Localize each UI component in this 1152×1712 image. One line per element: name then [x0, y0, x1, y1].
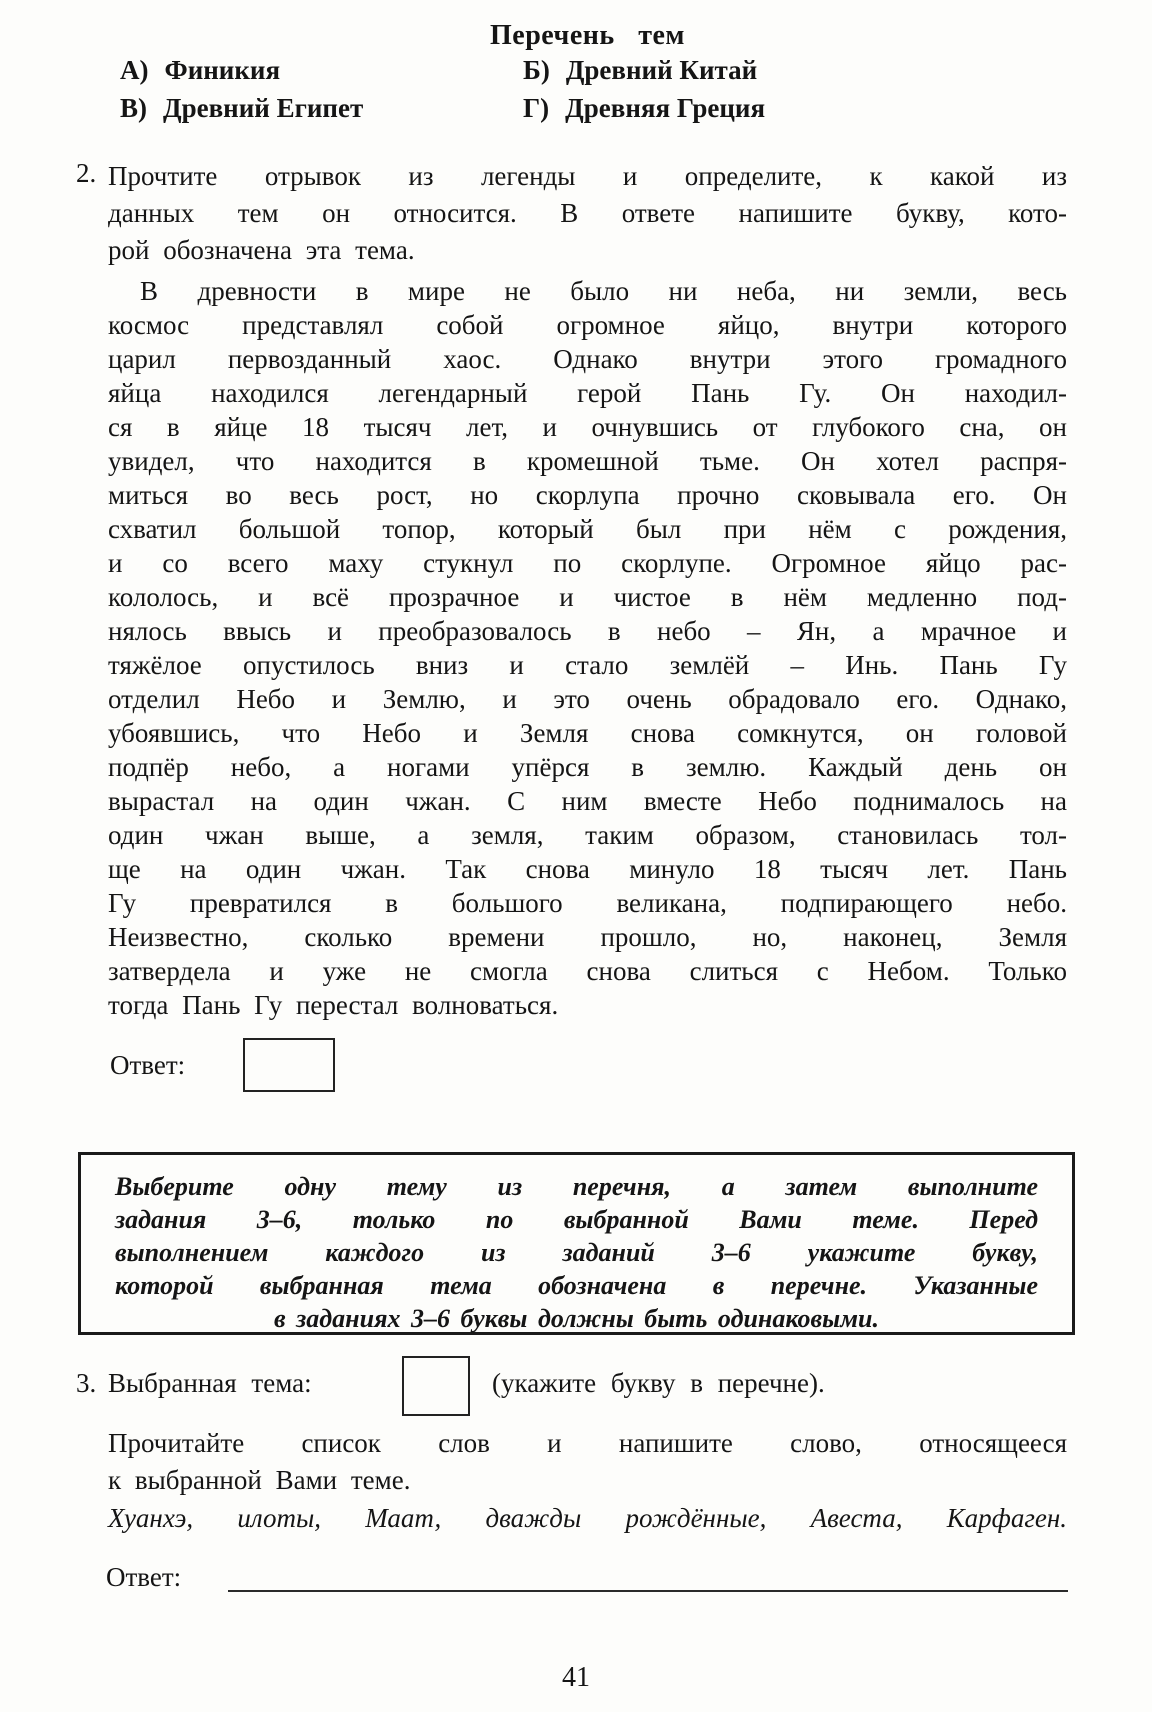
- text-line: увидел, что находится в кромешной тьме. Он хотел распря-: [108, 446, 1067, 476]
- task3-answer-label: Ответ:: [106, 1562, 182, 1592]
- instruction-box: [78, 1152, 1075, 1335]
- text-line: космос представлял собой огромное яйцо, внутри которого: [108, 310, 1067, 340]
- topic-name: Финикия: [164, 55, 281, 85]
- text-line: и со всего маху стукнул по скорлупе. Огромное яйцо рас-: [108, 548, 1067, 578]
- task3-chosen-theme-label: Выбранная тема:: [108, 1368, 312, 1398]
- text-line: В древности в мире не было ни неба, ни земли, весь: [140, 276, 1067, 306]
- text-line: ся в яйце 18 тысяч лет, и очнувшись от глубокого сна, он: [108, 412, 1067, 442]
- task2-prompt: [108, 158, 1067, 269]
- topic-name: Древняя Греция: [565, 93, 766, 123]
- topic-letter: Б): [523, 55, 550, 85]
- task2-answer-label: Ответ:: [110, 1050, 186, 1080]
- text-line: затвердела и уже не смогла снова слиться с Небом. Только: [108, 956, 1067, 986]
- text-line: выполнением каждого из заданий 3–6 укажите букву,: [115, 1238, 1038, 1267]
- topic-name: Древний Китай: [565, 55, 758, 85]
- text-line: миться во весь рост, но скорлупа прочно сковывала его. Он: [108, 480, 1067, 510]
- text-line: царил первозданный хаос. Однако внутри этого громадного: [108, 344, 1067, 374]
- text-line: ще на один чжан. Так снова минуло 18 тысяч лет. Пань: [108, 854, 1067, 884]
- text-line: кололось, и всё прозрачное и чистое в нём медленно под-: [108, 582, 1067, 612]
- topic-item-v: [120, 93, 363, 124]
- text-line: Гу превратился в большого великана, подпирающего небо.: [108, 888, 1067, 918]
- instruction-text: [115, 1170, 1038, 1335]
- topics-list-title: Перечень тем: [490, 20, 685, 51]
- topic-item-b: [523, 55, 757, 86]
- text-line: Неизвестно, сколько времени прошло, но, наконец, Земля: [108, 922, 1067, 952]
- topic-letter: Г): [523, 93, 550, 123]
- text-line: тяжёлое опустилось вниз и стало землёй – Инь. Пань Гу: [108, 650, 1067, 680]
- text-line: подпёр небо, а ногами упёрся в землю. Каждый день он: [108, 752, 1067, 782]
- text-line: схватил большой топор, который был при нём с рождения,: [108, 514, 1067, 544]
- text-line: Прочтите отрывок из легенды и определите, к какой из: [108, 161, 1067, 191]
- topic-item-a: [120, 55, 280, 86]
- text-line: в заданиях 3–6 буквы должны быть одинаковыми.: [274, 1304, 879, 1333]
- topic-name: Древний Египет: [163, 93, 364, 123]
- text-line: данных тем он относится. В ответе напишите букву, кото-: [108, 198, 1067, 228]
- text-line: которой выбранная тема обозначена в перечне. Указанные: [115, 1271, 1038, 1300]
- task3-answer-line[interactable]: [228, 1564, 1068, 1592]
- task2-answer-box[interactable]: [243, 1038, 335, 1092]
- task3-word-list: Хуанхэ, илоты, Маат, дважды рождённые, Авеста, Карфаген.: [108, 1503, 1067, 1533]
- text-line: вырастал на один чжан. С ним вместе Небо поднималось на: [108, 786, 1067, 816]
- task3-theme-box[interactable]: [402, 1356, 470, 1416]
- topic-letter: В): [120, 93, 147, 123]
- text-line: к выбранной Вами теме.: [108, 1465, 411, 1495]
- text-line: яйца находился легендарный герой Пань Гу. Он находил-: [108, 378, 1067, 408]
- text-line: задания 3–6, только по выбранной Вами теме. Перед: [115, 1205, 1038, 1234]
- text-line: Выберите одну тему из перечня, а затем выполните: [115, 1172, 1038, 1201]
- task3-number: 3.: [76, 1368, 97, 1398]
- text-line: отделил Небо и Землю, и это очень обрадовало его. Однако,: [108, 684, 1067, 714]
- topic-item-g: [523, 93, 765, 124]
- text-line: рой обозначена эта тема.: [108, 235, 415, 265]
- text-line: убоявшись, что Небо и Земля снова сомкнутся, он головой: [108, 718, 1067, 748]
- legend-text: [108, 274, 1067, 1022]
- text-line: тогда Пань Гу перестал волноваться.: [108, 990, 559, 1020]
- text-line: нялось ввысь и преобразовалось в небо – Ян, а мрачное и: [108, 616, 1067, 646]
- task2-number: 2.: [76, 158, 97, 188]
- topic-letter: А): [120, 55, 149, 85]
- text-line: один чжан выше, а земля, таким образом, становилась тол-: [108, 820, 1067, 850]
- task3-prompt: [108, 1425, 1067, 1499]
- page-number: 41: [562, 1662, 590, 1693]
- text-line: Прочитайте список слов и напишите слово, относящееся: [108, 1428, 1067, 1458]
- task3-hint: (укажите букву в перечне).: [492, 1368, 825, 1398]
